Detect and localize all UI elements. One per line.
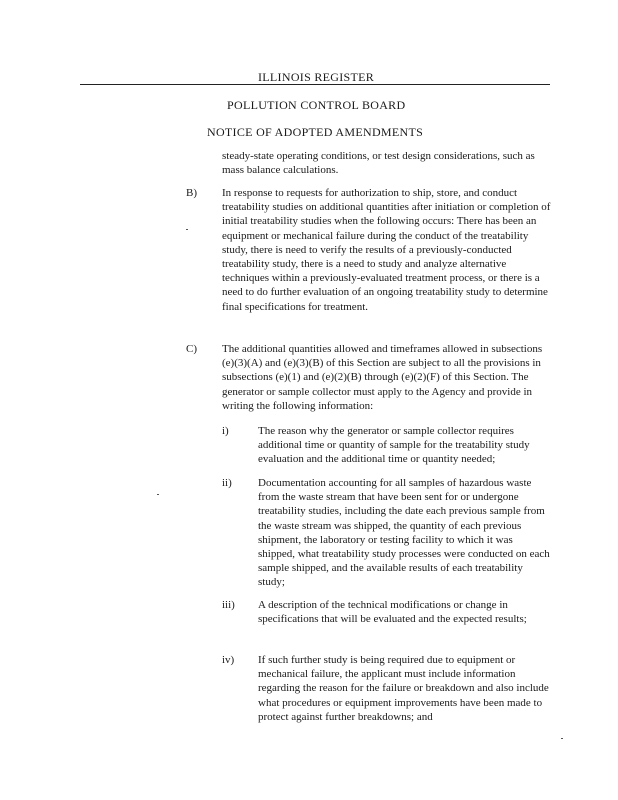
- scan-speck: [561, 738, 563, 739]
- subitem-iv-text: If such further study is being required due to equipment or mechanical failure, the applicant must include information regarding the reason for the failure or breakdown and also include what procedures or equipment improvements have been made to protect against further breakdowns; and: [258, 654, 549, 723]
- register-title: ILLINOIS REGISTER: [258, 70, 375, 84]
- scan-speck: [186, 229, 188, 230]
- subitem-i-label: i): [222, 425, 229, 437]
- header-rule: [120, 84, 550, 85]
- continuation-paragraph: steady-state operating conditions, or test design considerations, such as mass balance calculations.: [222, 150, 535, 177]
- subitem-ii-label: ii): [222, 477, 232, 489]
- item-c-text: The additional quantities allowed and timeframes allowed in subsections (e)(3)(A) and (e)(3)(B) of this Section are subject to all the provisions in subsections (e)(1) and (e)(2)(B) through (e)(2)(F) of this Section. The generator or sample collector must apply to the Agency and provide in writing the following information:: [222, 343, 543, 412]
- item-b-text: In response to requests for authorization to ship, store, and conduct treatability studies on additional quantities after initiation or completion of initial treatability studies when the following occurs: There has been an equipment or mechanical failure during the conduct of the treatability study, there is need to verify the results of a previously-conducted treatability study, there is a need to study and analyze alternative techniques within a previously-evaluated treatment process, or there is a need to do further evaluation of an ongoing treatability study to determine final specifications for treatment.: [222, 187, 551, 313]
- board-title: POLLUTION CONTROL BOARD: [227, 98, 406, 112]
- item-c-label: C): [186, 343, 197, 355]
- subitem-iii-label: iii): [222, 599, 235, 611]
- subitem-i-text: The reason why the generator or sample collector requires additional time or quantity of sample for the treatability study evaluation and the additional time or quantity needed;: [258, 425, 530, 466]
- scan-speck: [157, 494, 159, 495]
- header-rule-left: [80, 84, 120, 85]
- subitem-iii-text: A description of the technical modifications or change in specifications that will be evaluated and the expected results;: [258, 599, 527, 626]
- subitem-ii-text: Documentation accounting for all samples of hazardous waste from the waste stream that have been sent for or undergone treatability studies, including the date each previous sample from the waste stream was shipped, the quantity of each previous shipment, the laboratory or testing facility to which it was shipped, what treatability study processes were conducted on each sample shipped, and the available results of each treatability study;: [258, 477, 550, 589]
- item-b-label: B): [186, 187, 197, 199]
- subitem-iv-label: iv): [222, 654, 235, 666]
- notice-title: NOTICE OF ADOPTED AMENDMENTS: [207, 125, 424, 139]
